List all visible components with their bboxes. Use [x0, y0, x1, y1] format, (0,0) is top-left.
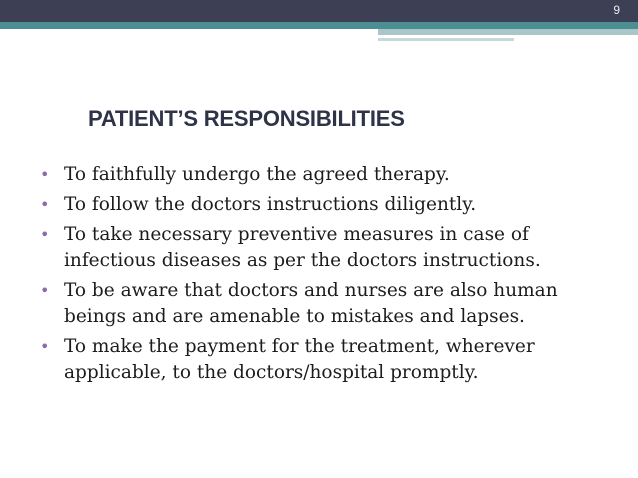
bullet-item — [36, 162, 616, 188]
bullet-dot-icon: • — [40, 225, 50, 244]
bullet-item — [36, 222, 616, 274]
bullet-dot-icon: • — [40, 337, 50, 356]
bullet-dot-icon: • — [40, 195, 50, 214]
bullet-item — [36, 192, 616, 218]
bullet-text: To take necessary preventive measures in case of infectious diseases as per the doctors instructions. — [64, 224, 541, 271]
bullet-text: To be aware that doctors and nurses are also human beings and are amenable to mistakes and lapses. — [64, 280, 558, 327]
header-accent-strip — [378, 29, 638, 35]
slide-title: PATIENT’S RESPONSIBILITIES — [88, 106, 405, 131]
slide-page-number: 9 — [613, 3, 620, 17]
bullet-text: To make the payment for the treatment, wherever applicable, to the doctors/hospital promptly. — [64, 336, 535, 383]
header-accent-band — [0, 22, 638, 29]
bullet-text: To follow the doctors instructions diligently. — [64, 194, 477, 215]
bullet-item — [36, 334, 616, 386]
bullet-item — [36, 278, 616, 330]
bullet-list — [36, 162, 616, 390]
bullet-dot-icon: • — [40, 165, 50, 184]
bullet-text: To faithfully undergo the agreed therapy. — [64, 164, 450, 185]
header-accent-line — [378, 38, 514, 41]
header-bar — [0, 0, 638, 22]
bullet-dot-icon: • — [40, 281, 50, 300]
